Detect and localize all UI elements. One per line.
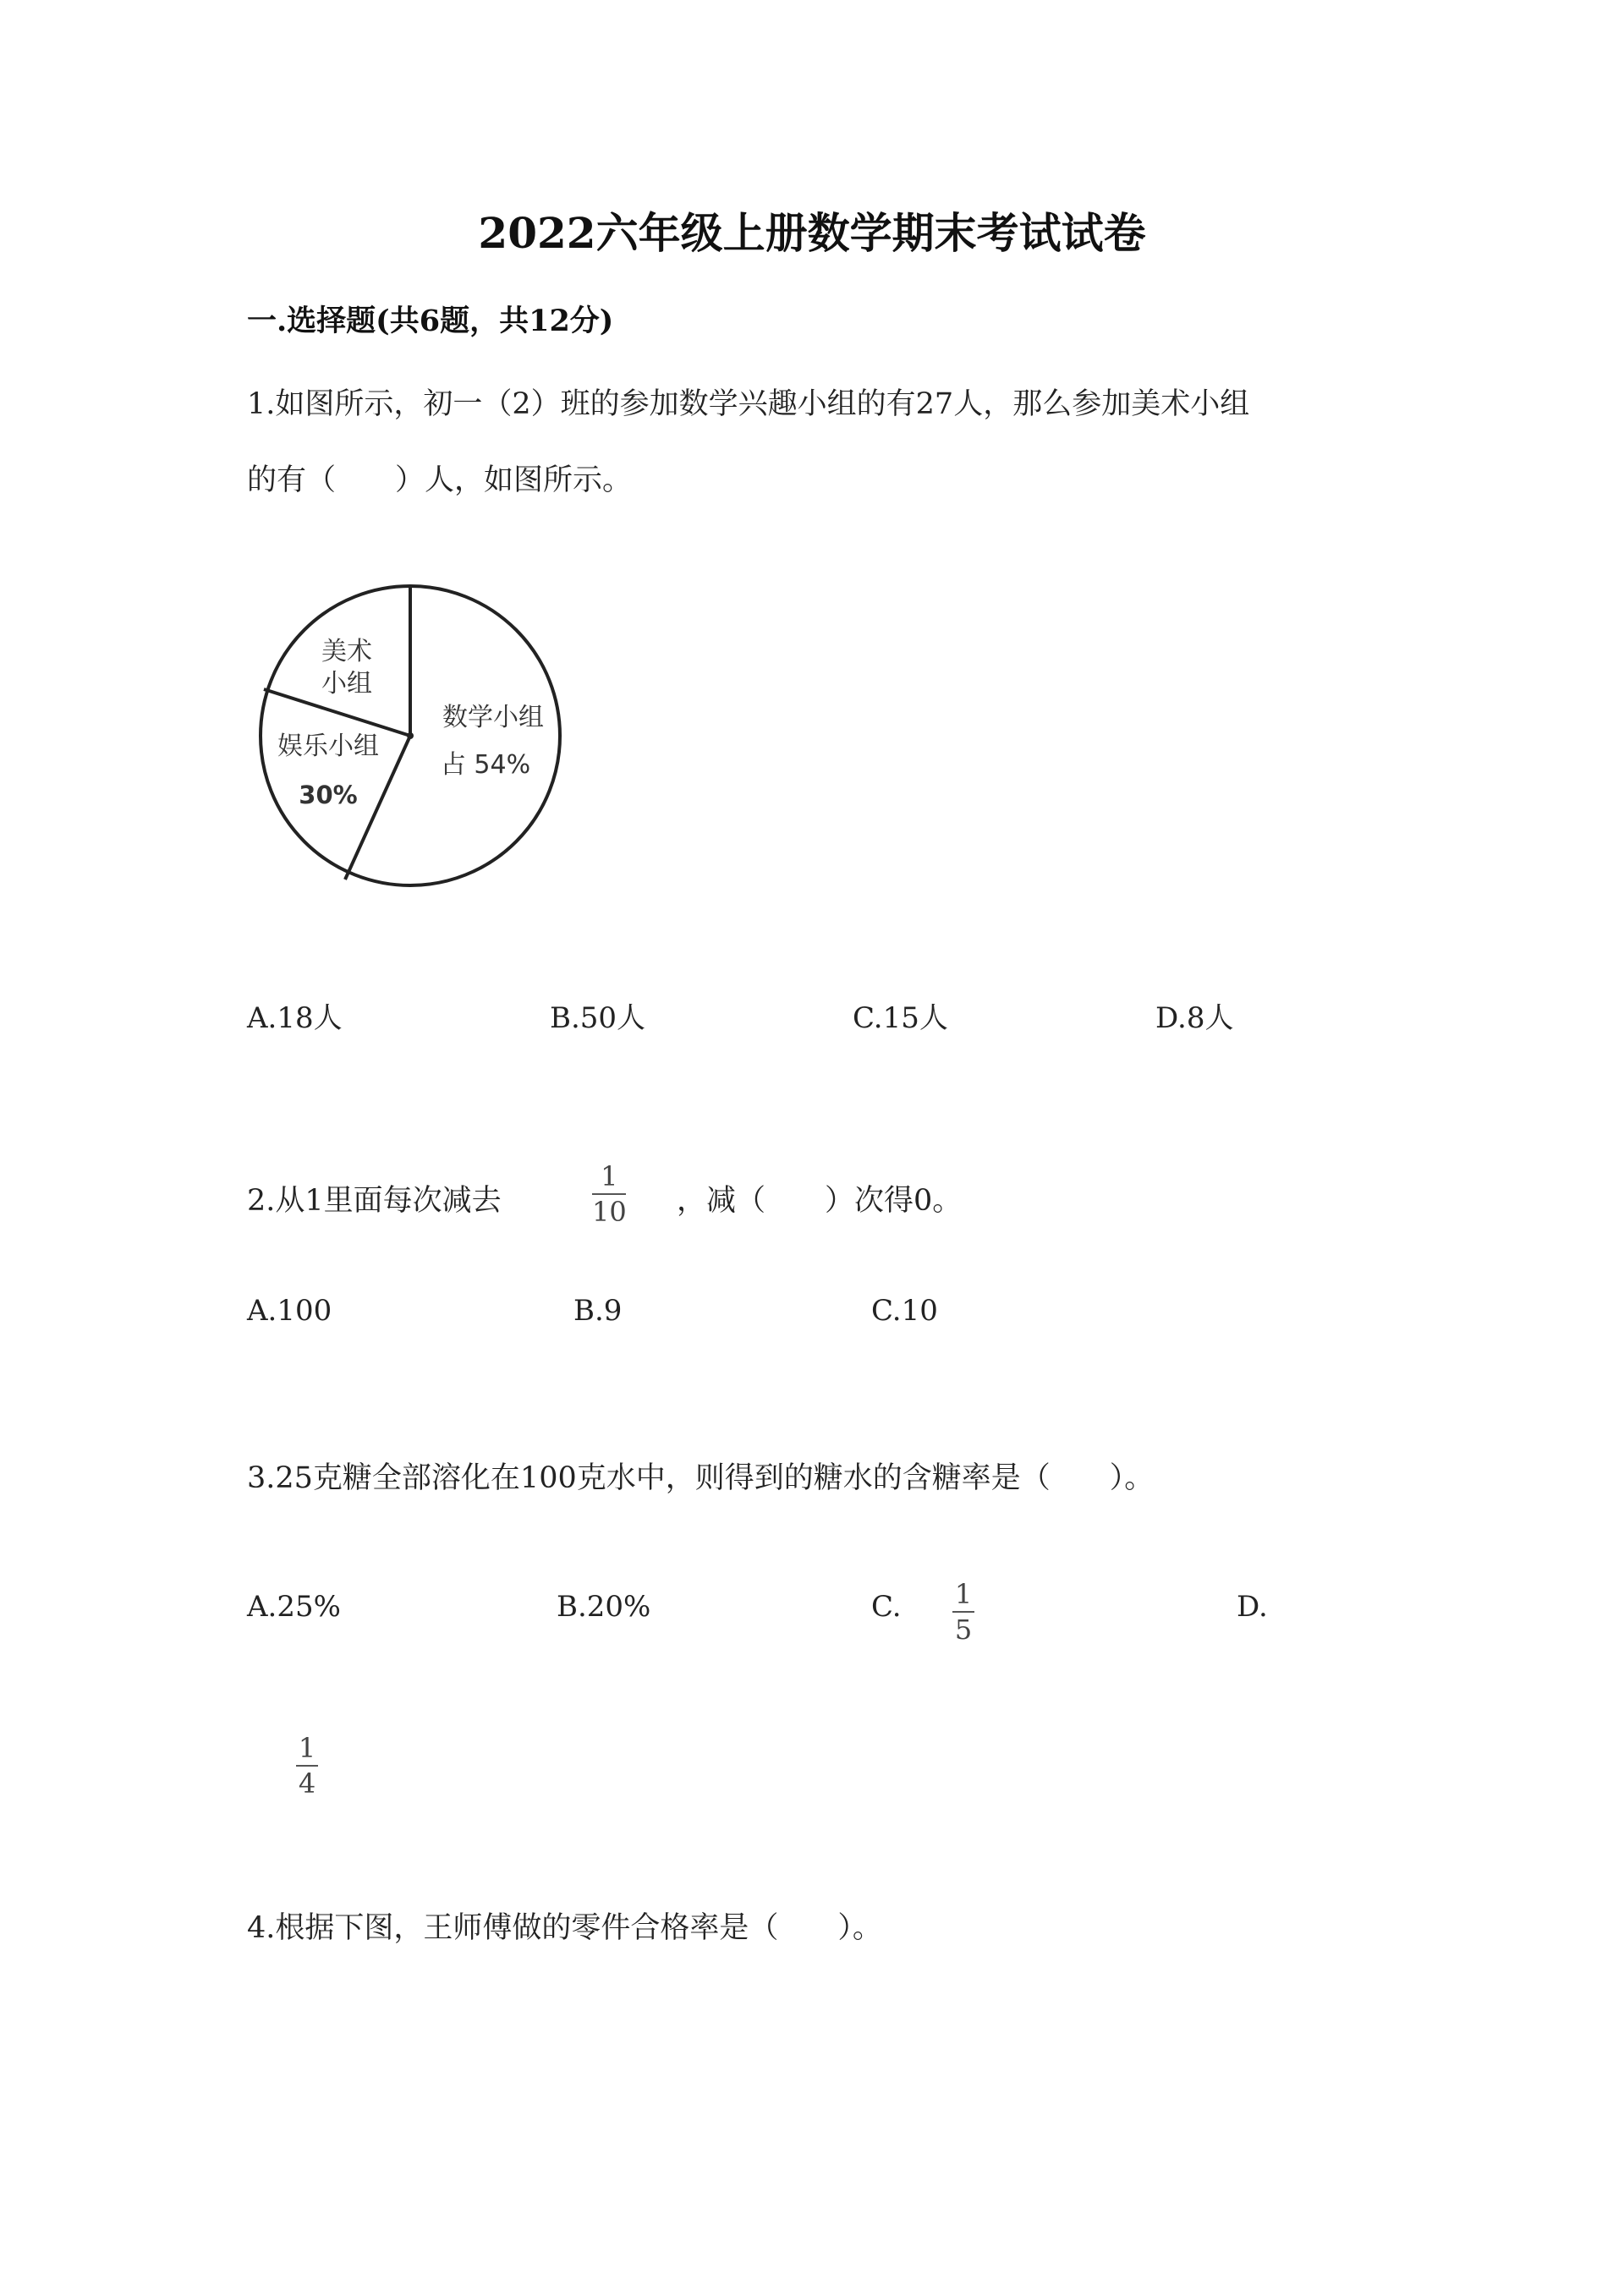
q3-option-c-denominator: 5 — [954, 1614, 973, 1646]
pie-label-art-2: 小组 — [321, 669, 372, 699]
page-title: 2022六年级上册数学期末考试试卷 — [478, 208, 1146, 258]
q2-text-before: 2.从1里面每次减去 — [247, 1184, 502, 1218]
q2-fraction — [592, 1160, 627, 1228]
q3-option-b[interactable]: B.20% — [557, 1590, 651, 1624]
q3-option-d-bar — [296, 1765, 318, 1767]
section-heading: 一.选择题(共6题，共12分) — [247, 304, 614, 338]
q1-option-b[interactable]: B.50人 — [550, 1001, 646, 1035]
pie-label-math-2: 占 54% — [440, 750, 531, 780]
q3-option-c[interactable]: C. — [871, 1590, 902, 1624]
pie-center-dot — [407, 732, 414, 739]
q2-fraction-numerator: 1 — [601, 1160, 618, 1192]
pie-label-entertainment-2: 30% — [299, 781, 358, 809]
q2-text-after: ，减（ ）次得0。 — [677, 1184, 963, 1218]
q2-option-b[interactable]: B.9 — [573, 1294, 623, 1328]
q3-option-d-fraction[interactable] — [296, 1732, 318, 1800]
q3-text: 3.25克糖全部溶化在100克水中，则得到的糖水的含糖率是（ ）。 — [247, 1461, 1155, 1495]
q3-option-c-numerator: 1 — [954, 1578, 973, 1610]
q2-fraction-denominator: 10 — [592, 1196, 627, 1228]
q3-option-d[interactable]: D. — [1237, 1590, 1268, 1624]
pie-label-art-1: 美术 — [321, 637, 372, 666]
q3-option-d-numerator: 1 — [298, 1732, 316, 1764]
q1-option-c[interactable]: C.15人 — [853, 1001, 948, 1035]
q1-option-d[interactable]: D.8人 — [1155, 1001, 1234, 1035]
pie-label-math-1: 数学小组 — [442, 703, 544, 732]
q3-option-c-bar — [952, 1611, 974, 1613]
q1-pie-chart — [245, 575, 575, 896]
q2-fraction-bar — [592, 1193, 626, 1195]
pie-label-entertainment-1: 娱乐小组 — [277, 732, 379, 761]
q4-text: 4.根据下图，王师傅做的零件合格率是（ ）。 — [247, 1911, 882, 1945]
q2-option-c[interactable]: C.10 — [871, 1294, 938, 1328]
q3-option-c-fraction[interactable] — [952, 1578, 974, 1646]
q3-option-a[interactable]: A.25% — [247, 1590, 341, 1624]
q1-option-a[interactable]: A.18人 — [247, 1001, 343, 1035]
q1-text-line1: 1.如图所示，初一（2）班的参加数学兴趣小组的有27人，那么参加美术小组 — [247, 387, 1250, 421]
q3-option-d-denominator: 4 — [298, 1767, 316, 1800]
q2-option-a[interactable]: A.100 — [247, 1294, 332, 1328]
q1-text-line2: 的有（ ）人，如图所示。 — [247, 463, 633, 497]
